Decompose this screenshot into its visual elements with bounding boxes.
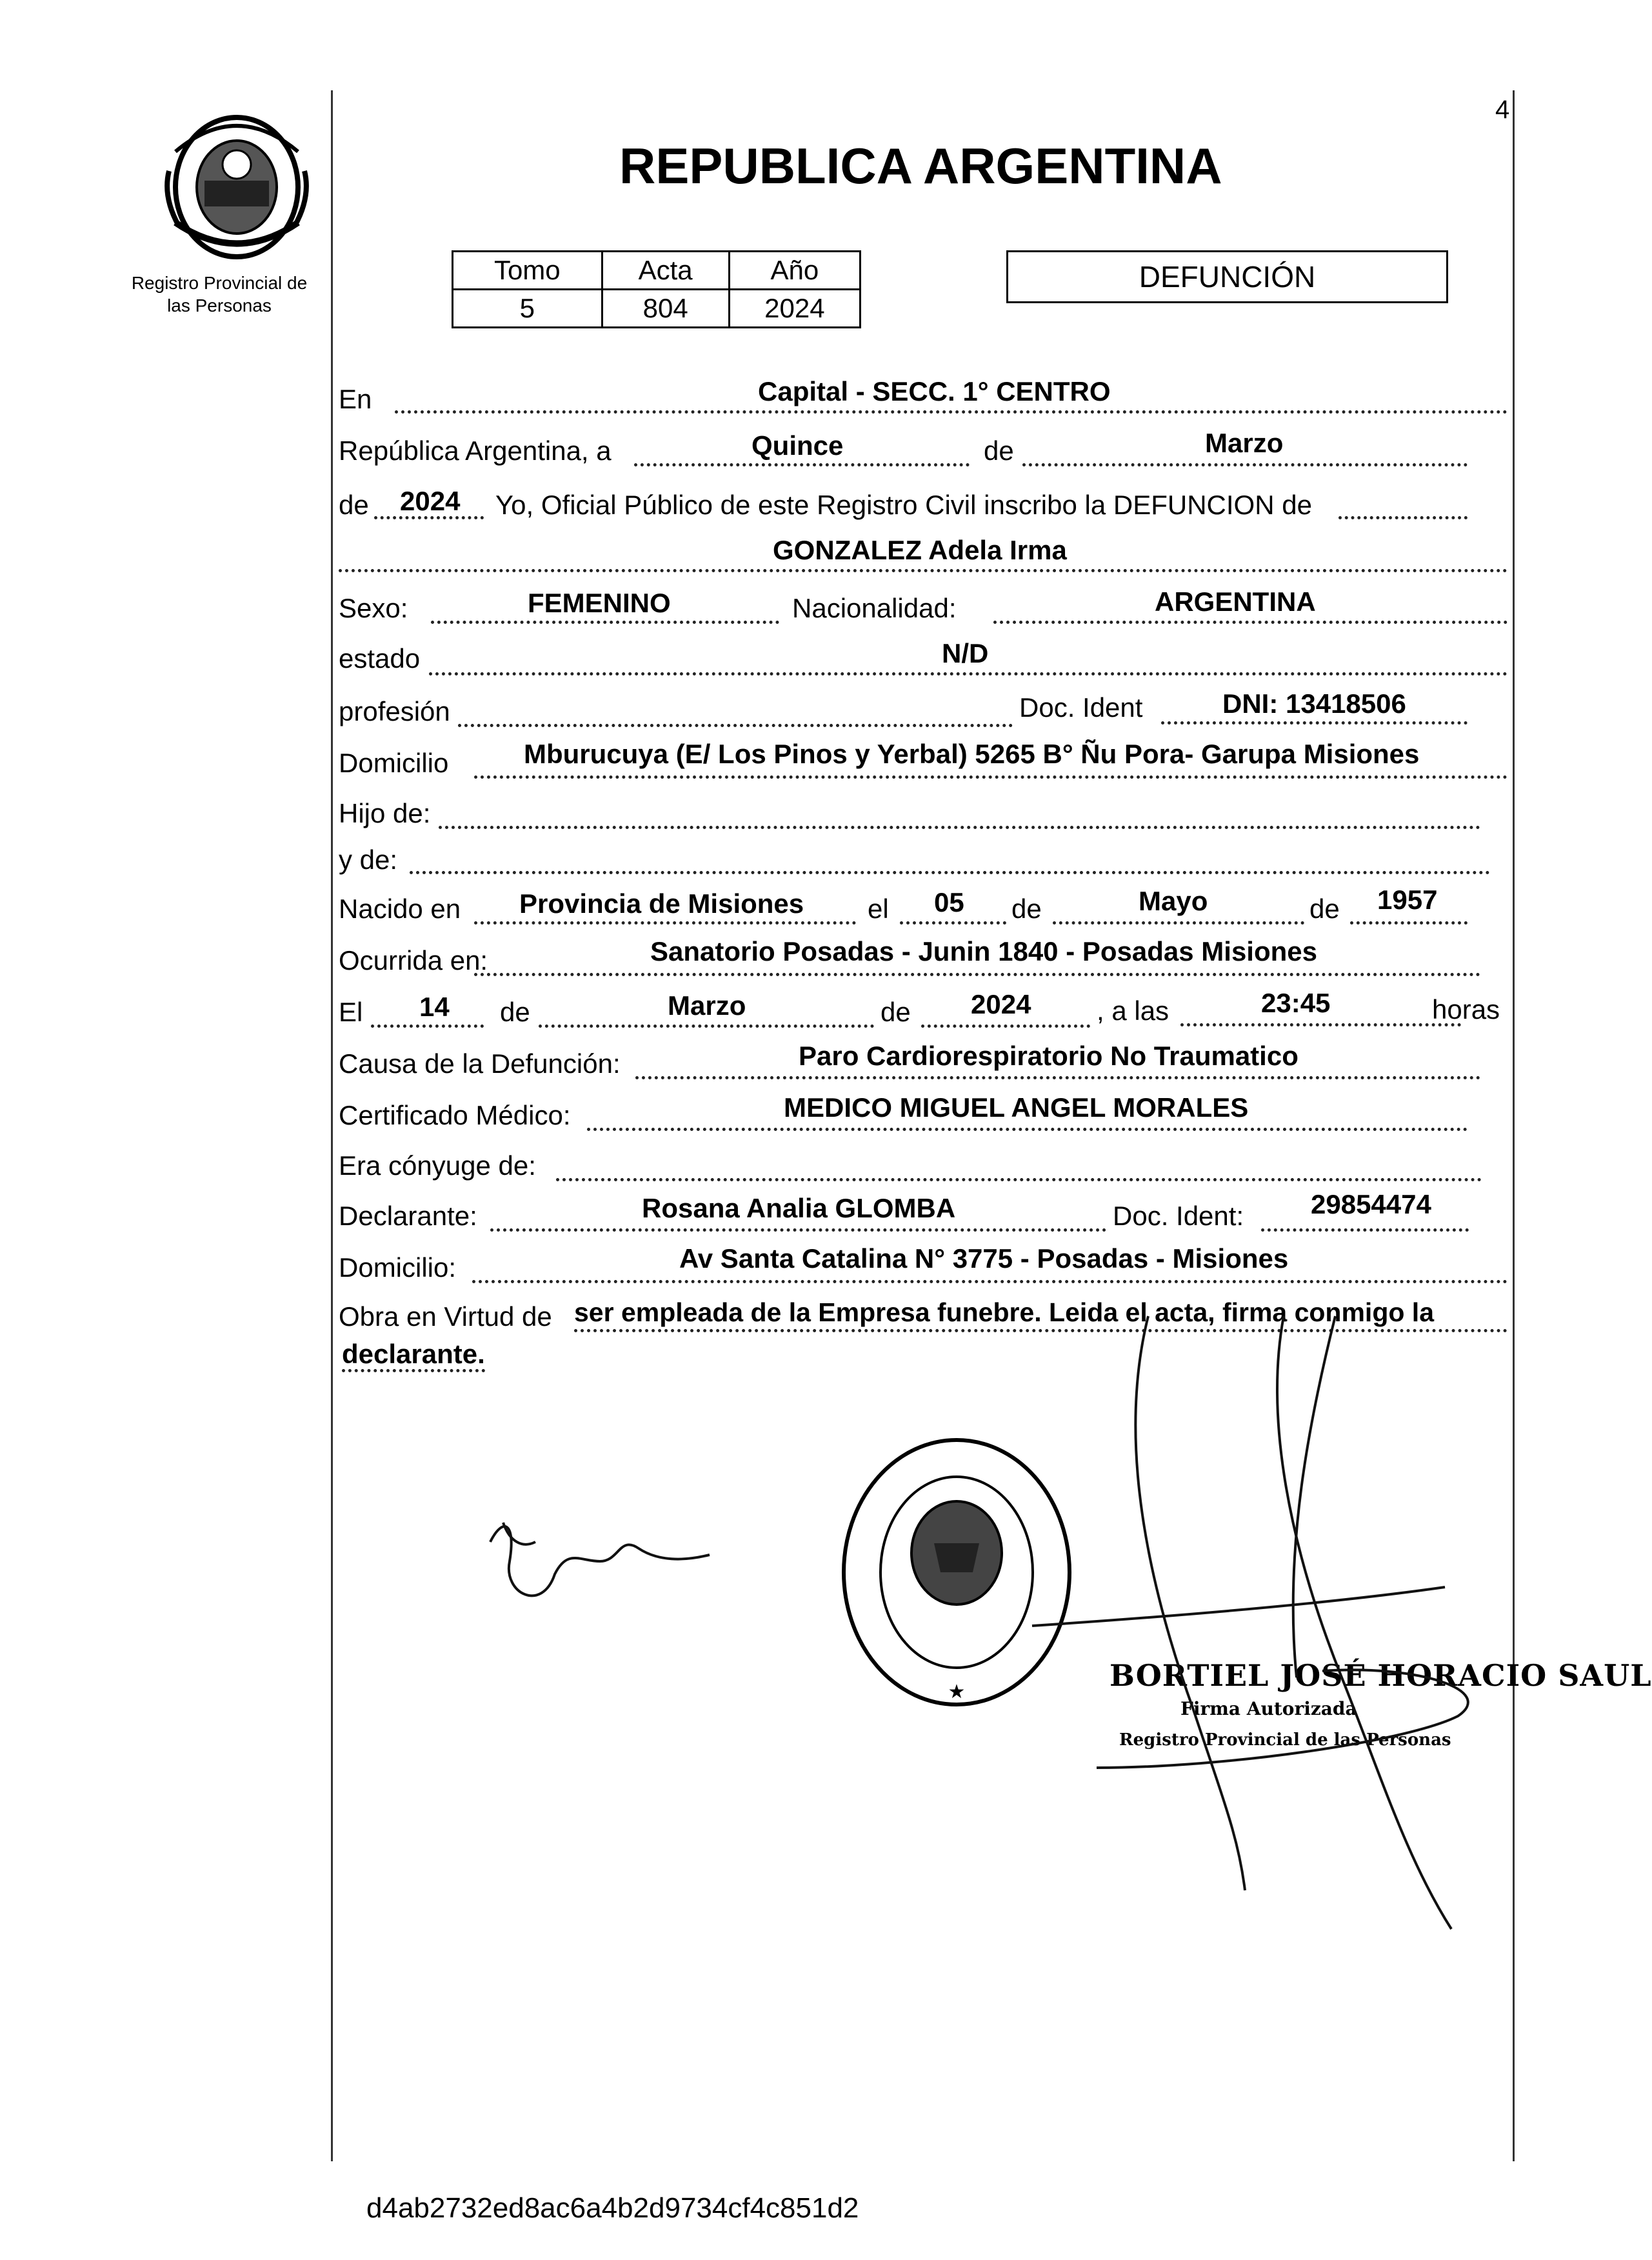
line-estado (429, 672, 1508, 675)
line-hijo-de (439, 826, 1480, 829)
anio-header: Año (729, 252, 860, 290)
official-name: BORTIEL JOSÉ HORACIO SAUL (1110, 1658, 1652, 1693)
label-declarante: Declarante: (339, 1201, 477, 1231)
record-table-header-row (453, 252, 861, 290)
label-de-6: de (881, 997, 911, 1027)
label-doc-ident: Doc. Ident (1019, 692, 1143, 723)
label-de-1: de (984, 435, 1014, 466)
value-nacionalidad: ARGENTINA (1155, 586, 1316, 617)
line-en (395, 410, 1508, 414)
tomo-header: Tomo (453, 252, 602, 290)
label-republica: República Argentina, a (339, 435, 612, 466)
label-en: En (339, 384, 372, 414)
label-sexo: Sexo: (339, 593, 408, 623)
line-profesion (458, 724, 1013, 727)
official-office: Registro Provincial de las Personas (1119, 1730, 1451, 1750)
value-dia-nacimiento: 05 (934, 887, 964, 917)
value-declarante-doc: 29854474 (1311, 1189, 1431, 1219)
line-anio-defuncion (921, 1025, 1090, 1028)
value-estado: N/D (942, 638, 989, 668)
footer-hash: d4ab2732ed8ac6a4b2d9734cf4c851d2 (366, 2192, 859, 2224)
line-dni (1161, 721, 1468, 725)
label-certificado: Certificado Médico: (339, 1100, 571, 1130)
line-lugar-nacimiento (474, 921, 856, 925)
label-de-2: de (339, 490, 369, 520)
line-dia (634, 463, 970, 466)
line-anio-nacimiento (1350, 921, 1468, 925)
registry-line-2: las Personas (167, 295, 272, 315)
value-lugar: Capital - SECC. 1° CENTRO (758, 376, 1111, 406)
label-de-5: de (500, 997, 530, 1027)
value-lugar-nacimiento: Provincia de Misiones (519, 888, 804, 919)
value-hora-defuncion: 23:45 (1261, 988, 1331, 1018)
line-mes-defuncion (539, 1025, 874, 1028)
value-nombre: GONZALEZ Adela Irma (773, 535, 1067, 565)
left-margin-rule (331, 90, 333, 2161)
label-doc-ident-2: Doc. Ident: (1113, 1201, 1244, 1231)
line-domicilio-2 (472, 1280, 1508, 1283)
label-el-cap: El (339, 997, 363, 1027)
line-causa (635, 1076, 1480, 1079)
label-obra-en-virtud: Obra en Virtud de (339, 1301, 552, 1332)
label-de-3: de (1011, 894, 1042, 924)
value-causa: Paro Cardiorespiratorio No Traumatico (799, 1041, 1299, 1071)
label-estado: estado (339, 643, 421, 674)
line-hora (1180, 1023, 1461, 1026)
value-declarante-domicilio: Av Santa Catalina N° 3775 - Posadas - Misiones (679, 1243, 1289, 1274)
value-mes-inscripcion: Marzo (1205, 428, 1284, 458)
coat-of-arms-icon (150, 106, 324, 265)
label-hijo-de: Hijo de: (339, 798, 431, 828)
label-domicilio: Domicilio (339, 748, 449, 778)
label-de-4: de (1309, 894, 1340, 924)
value-sexo: FEMENINO (528, 588, 671, 618)
label-nacido-en: Nacido en (339, 894, 461, 924)
record-table (452, 250, 861, 328)
value-mes-nacimiento: Mayo (1139, 886, 1208, 916)
tomo-value: 5 (453, 290, 602, 328)
label-horas: horas (1432, 994, 1500, 1025)
label-y-de: y de: (339, 845, 398, 875)
label-nacionalidad: Nacionalidad: (792, 593, 957, 623)
value-dia-inscripcion: Quince (751, 430, 844, 461)
label-ocurrida-en: Ocurrida en: (339, 945, 488, 975)
label-causa: Causa de la Defunción: (339, 1048, 621, 1079)
page-number: 4 (1495, 95, 1510, 124)
svg-text:★: ★ (948, 1681, 966, 1703)
value-anio-nacimiento: 1957 (1377, 885, 1438, 915)
line-lugar-defuncion (474, 973, 1480, 976)
label-profesion: profesión (339, 696, 450, 726)
line-obra (574, 1329, 1508, 1332)
value-mes-defuncion: Marzo (668, 990, 746, 1021)
value-dia-defuncion: 14 (419, 992, 450, 1022)
line-sexo (431, 621, 779, 624)
line-mes (1022, 463, 1468, 466)
line-declarante (490, 1228, 1106, 1232)
value-certificado: MEDICO MIGUEL ANGEL MORALES (784, 1092, 1249, 1123)
value-dni: DNI: 13418506 (1222, 688, 1406, 719)
value-anio-inscripcion: 2024 (400, 486, 461, 516)
value-declarante-end: declarante. (342, 1339, 485, 1369)
line-domicilio (474, 775, 1508, 779)
value-anio-defuncion: 2024 (971, 989, 1031, 1019)
line-mes-nacimiento (1053, 921, 1304, 925)
anio-value: 2024 (729, 290, 860, 328)
registry-line-1: Registro Provincial de (131, 273, 308, 293)
line-yo-end (1339, 516, 1468, 519)
line-nacionalidad (993, 621, 1508, 624)
value-obra-text: ser empleada de la Empresa funebre. Leida el acta, firma conmigo la (574, 1297, 1435, 1327)
acta-header: Acta (602, 252, 729, 290)
label-yo-text: Yo, Oficial Público de este Registro Civil inscribo la DEFUNCION de (495, 490, 1312, 520)
line-y-de (410, 871, 1490, 874)
acta-value: 804 (602, 290, 729, 328)
line-declarante-doc (1261, 1228, 1469, 1232)
label-el: el (868, 894, 889, 924)
official-title: Firma Autorizada (1180, 1698, 1357, 1719)
label-conyuge: Era cónyuge de: (339, 1150, 536, 1181)
label-domicilio-2: Domicilio: (339, 1252, 457, 1283)
registry-seal-icon (837, 1434, 1076, 1711)
value-domicilio: Mburucuya (E/ Los Pinos y Yerbal) 5265 B° Ñu Pora- Garupa Misiones (524, 739, 1420, 769)
value-declarante: Rosana Analia GLOMBA (642, 1193, 956, 1223)
line-declarante-end (342, 1369, 485, 1372)
line-anio (374, 516, 484, 519)
label-a-las: , a las (1097, 995, 1169, 1026)
line-nombre (339, 569, 1508, 572)
line-dia-defuncion (371, 1025, 484, 1028)
document-title: REPUBLICA ARGENTINA (619, 137, 1222, 194)
record-table-value-row (453, 290, 861, 328)
act-type-box: DEFUNCIÓN (1006, 250, 1448, 303)
line-certificado (587, 1128, 1468, 1131)
value-lugar-defuncion: Sanatorio Posadas - Junin 1840 - Posadas Misiones (650, 936, 1318, 966)
line-dia-nacimiento (900, 921, 1006, 925)
line-conyuge (556, 1178, 1482, 1181)
right-margin-rule (1513, 90, 1515, 2161)
